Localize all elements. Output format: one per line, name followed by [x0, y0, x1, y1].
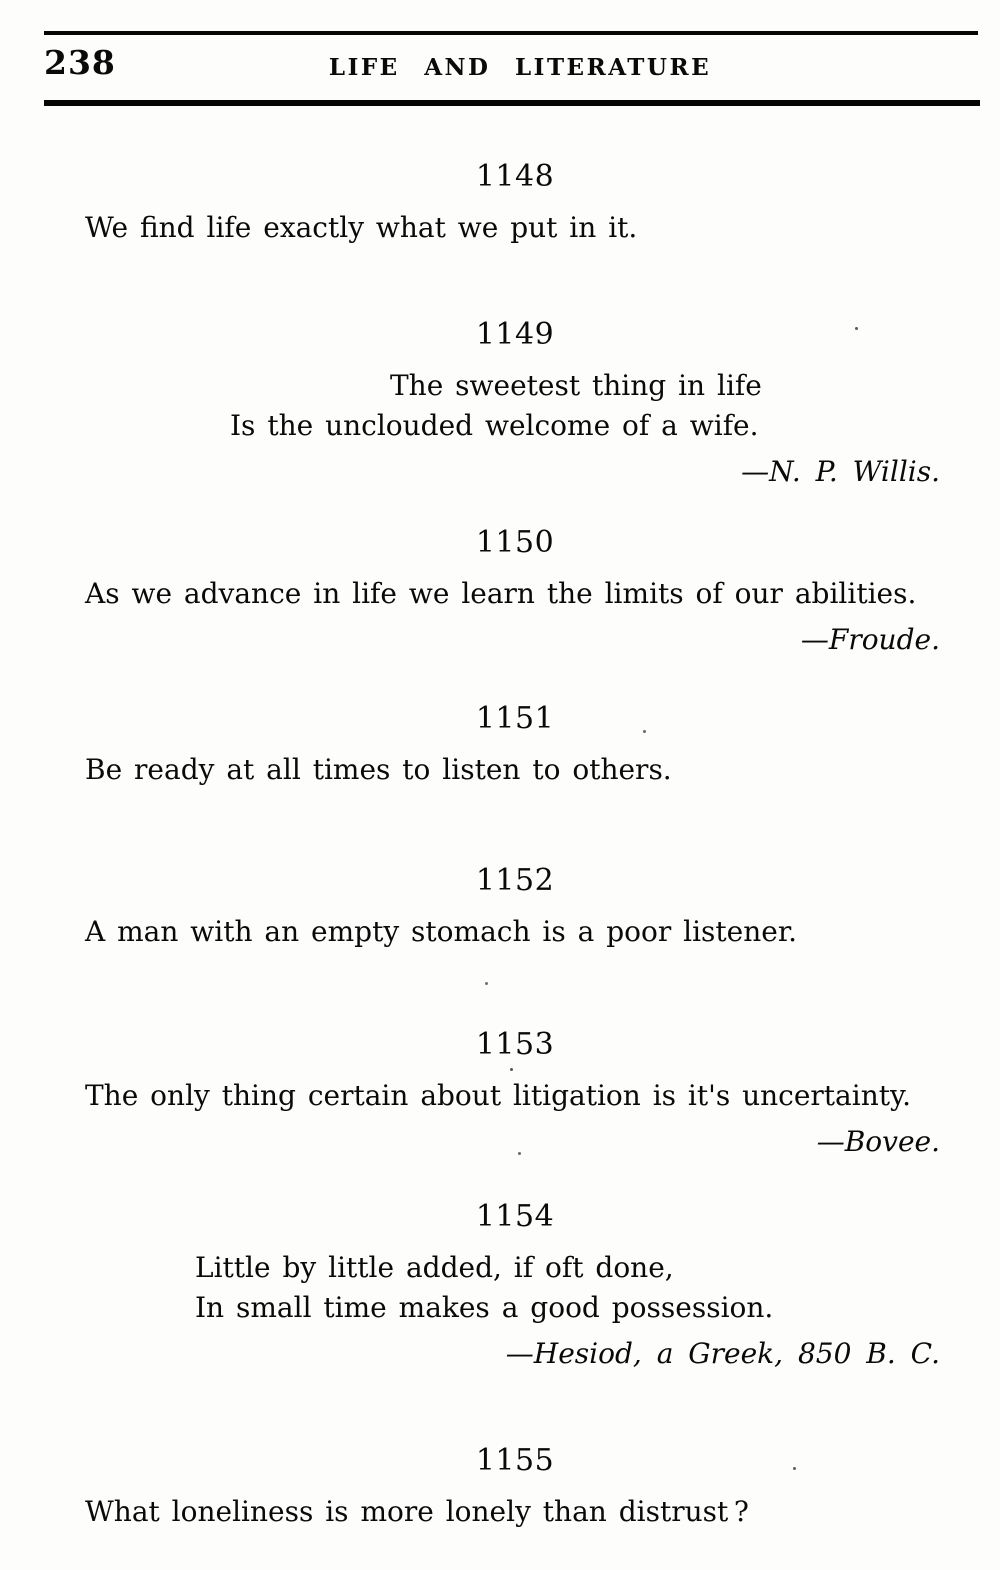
- quote-entry-1149: [0, 316, 1000, 492]
- quote-number: 1148: [475, 159, 555, 194]
- quote-number: 1152: [475, 863, 555, 898]
- quote-line: We find life exactly what we put in it.: [85, 211, 638, 244]
- quote-entry-1152: [0, 862, 1000, 952]
- running-header-title: LIFE AND LITERATURE: [328, 54, 712, 81]
- quote-line: The only thing certain about litigation is it's uncertainty.: [85, 1079, 911, 1112]
- quote-entry-1155: [0, 1442, 1000, 1532]
- quote-number: 1154: [475, 1199, 555, 1234]
- quote-line: As we advance in life we learn the limits of our abilities.: [85, 577, 917, 610]
- quote-line: What loneliness is more lonely than distrust ?: [85, 1495, 749, 1528]
- quote-number: 1150: [475, 525, 555, 560]
- quote-attribution: —Froude.: [800, 623, 940, 656]
- quote-attribution: —Hesiod, a Greek, 850 B. C.: [505, 1337, 940, 1370]
- scan-speck-artifacts: [855, 327, 858, 330]
- quote-attribution: —Bovee.: [816, 1125, 940, 1158]
- header-rule-top: [44, 31, 978, 35]
- quote-entry-1150: [0, 524, 1000, 660]
- quote-number: 1151: [475, 701, 555, 736]
- quote-number: 1153: [475, 1027, 555, 1062]
- header-rule-bottom: [44, 100, 980, 106]
- quote-entry-1154: [0, 1198, 1000, 1374]
- quote-line: Little by little added, if oft done,: [195, 1251, 674, 1284]
- quote-entry-1153: [0, 1026, 1000, 1162]
- quote-attribution: —N. P. Willis.: [741, 455, 940, 488]
- quote-entry-1151: [0, 700, 1000, 790]
- quote-line: Be ready at all times to listen to others.: [85, 753, 672, 786]
- quote-entry-1148: [0, 158, 1000, 248]
- quote-line: Is the unclouded welcome of a wife.: [230, 409, 759, 442]
- quote-number: 1155: [475, 1443, 555, 1478]
- quote-number: 1149: [475, 317, 555, 352]
- quote-line: The sweetest thing in life: [390, 369, 762, 402]
- page-number: 238: [44, 43, 116, 82]
- quote-line: A man with an empty stomach is a poor listener.: [85, 915, 798, 948]
- quote-line: In small time makes a good possession.: [195, 1291, 774, 1324]
